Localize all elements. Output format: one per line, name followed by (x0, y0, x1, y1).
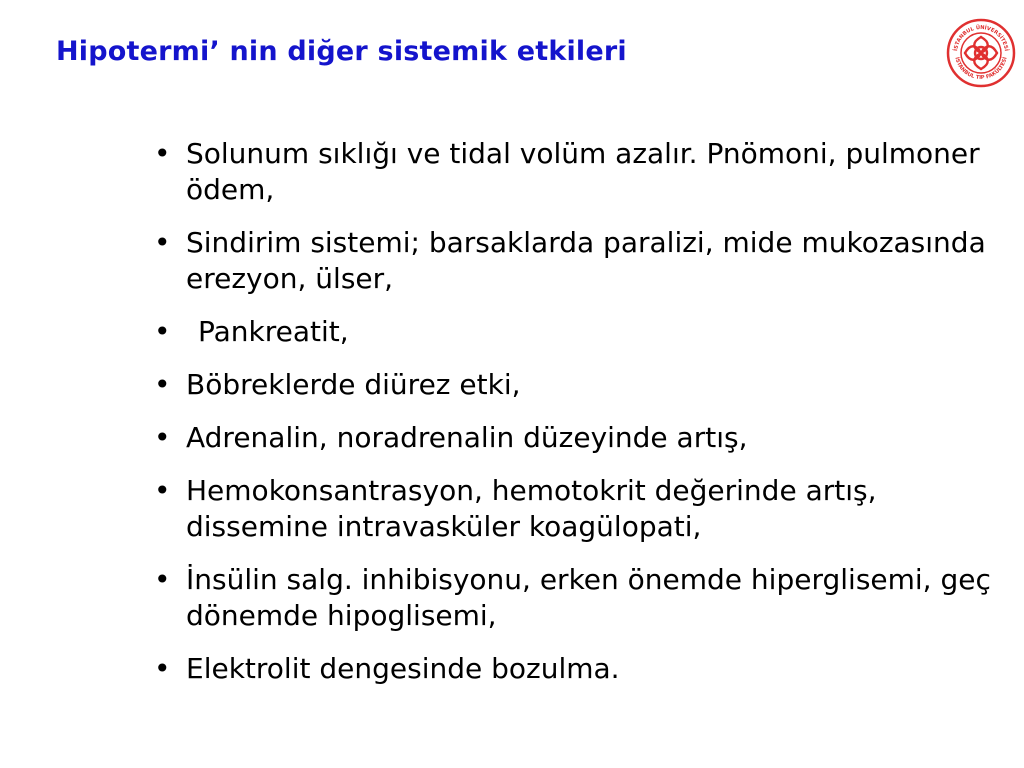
bullet-list (148, 136, 1008, 704)
bullet-icon: • (154, 652, 171, 685)
seal-top-text: İSTANBUL ÜNİVERSİTESİ (953, 24, 1009, 52)
bullet-icon: • (154, 226, 171, 259)
list-item (148, 314, 1008, 350)
bullet-icon: • (154, 563, 171, 596)
list-item (148, 473, 1008, 545)
slide-title: Hipotermi’ nin diğer sistemik etkileri (56, 36, 627, 67)
bullet-icon: • (154, 368, 171, 401)
list-item-text: Hemokonsantrasyon, hemotokrit değerinde artış, dissemine intravasküler koagülopati, (186, 474, 877, 543)
bullet-icon: • (154, 137, 171, 170)
list-item-text: Böbreklerde diürez etki, (186, 368, 521, 401)
list-item-text: Pankreatit, (198, 315, 349, 348)
list-item (148, 420, 1008, 456)
list-item-text: İnsülin salg. inhibisyonu, erken önemde hiperglisemi, geç dönemde hipoglisemi, (186, 563, 991, 632)
list-item-text: Elektrolit dengesinde bozulma. (186, 652, 620, 685)
seal-bottom-text: İSTANBUL TIP FAKÜLTESİ (953, 56, 1009, 82)
list-item (148, 225, 1008, 297)
bullet-icon: • (154, 315, 171, 348)
bullet-icon: • (154, 474, 171, 507)
list-item (148, 367, 1008, 403)
list-item-text: Adrenalin, noradrenalin düzeyinde artış, (186, 421, 748, 454)
list-item (148, 651, 1008, 687)
list-item-text: Solunum sıklığı ve tidal volüm azalır. Pnömoni, pulmoner ödem, (186, 137, 980, 206)
list-item (148, 136, 1008, 208)
list-item (148, 562, 1008, 634)
university-seal-icon (946, 18, 1016, 88)
bullet-icon: • (154, 421, 171, 454)
list-item-text: Sindirim sistemi; barsaklarda paralizi, mide mukozasında erezyon, ülser, (186, 226, 986, 295)
